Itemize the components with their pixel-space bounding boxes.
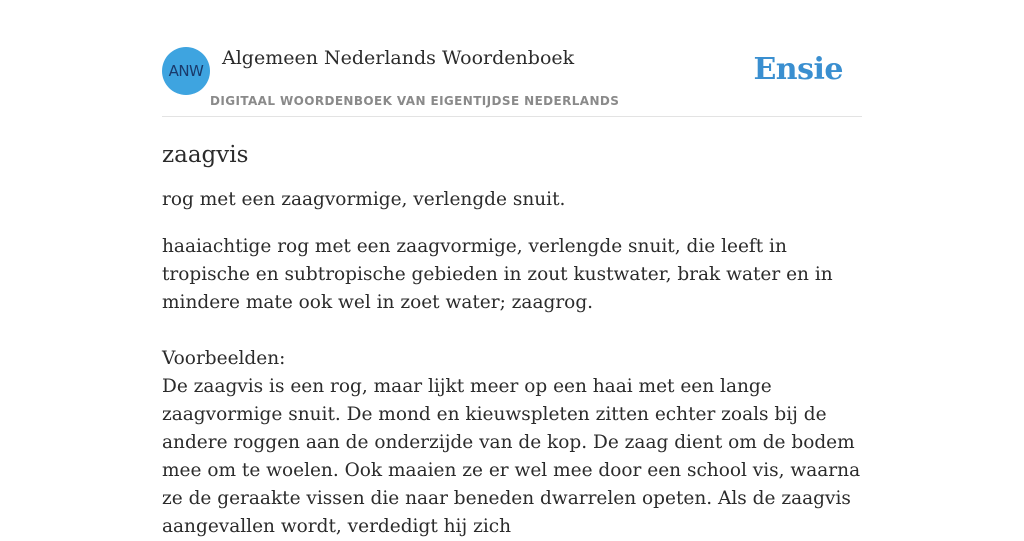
site-subtitle: DIGITAAL WOORDENBOEK VAN EIGENTIJDSE NEDERLANDS [210,94,620,108]
entry-headword: zaagvis [162,142,249,168]
site-header [162,47,862,117]
short-definition: rog met een zaagvormige, verlengde snuit. [162,189,566,210]
examples-label: Voorbeelden: [162,348,286,369]
ensie-brand-link[interactable]: Ensie [753,52,843,87]
long-definition: haaiachtige rog met een zaagvormige, verlengde snuit, die leeft in tropische en subtropische gebieden in zout kustwater, brak water en in mindere mate ook wel in zoet water; zaagrog. [162,236,833,313]
example-text: De zaagvis is een rog, maar lijkt meer op een haai met een lange zaagvormige snuit. De mond en kieuwspleten zitten echter zoals bij de andere roggen aan de onderzijde van de kop. De zaag dient om de bodem mee om te woelen. Ook maaien ze er wel mee door een school vis, waarna ze de geraakte vissen die naar beneden dwarrelen opeten. Als de zaagvis aangevallen wordt, verdedigt hij zich [162,376,861,537]
site-title[interactable]: Algemeen Nederlands Woordenboek [222,47,575,69]
entry-content [162,138,862,541]
anw-logo[interactable]: ANW [162,47,210,95]
